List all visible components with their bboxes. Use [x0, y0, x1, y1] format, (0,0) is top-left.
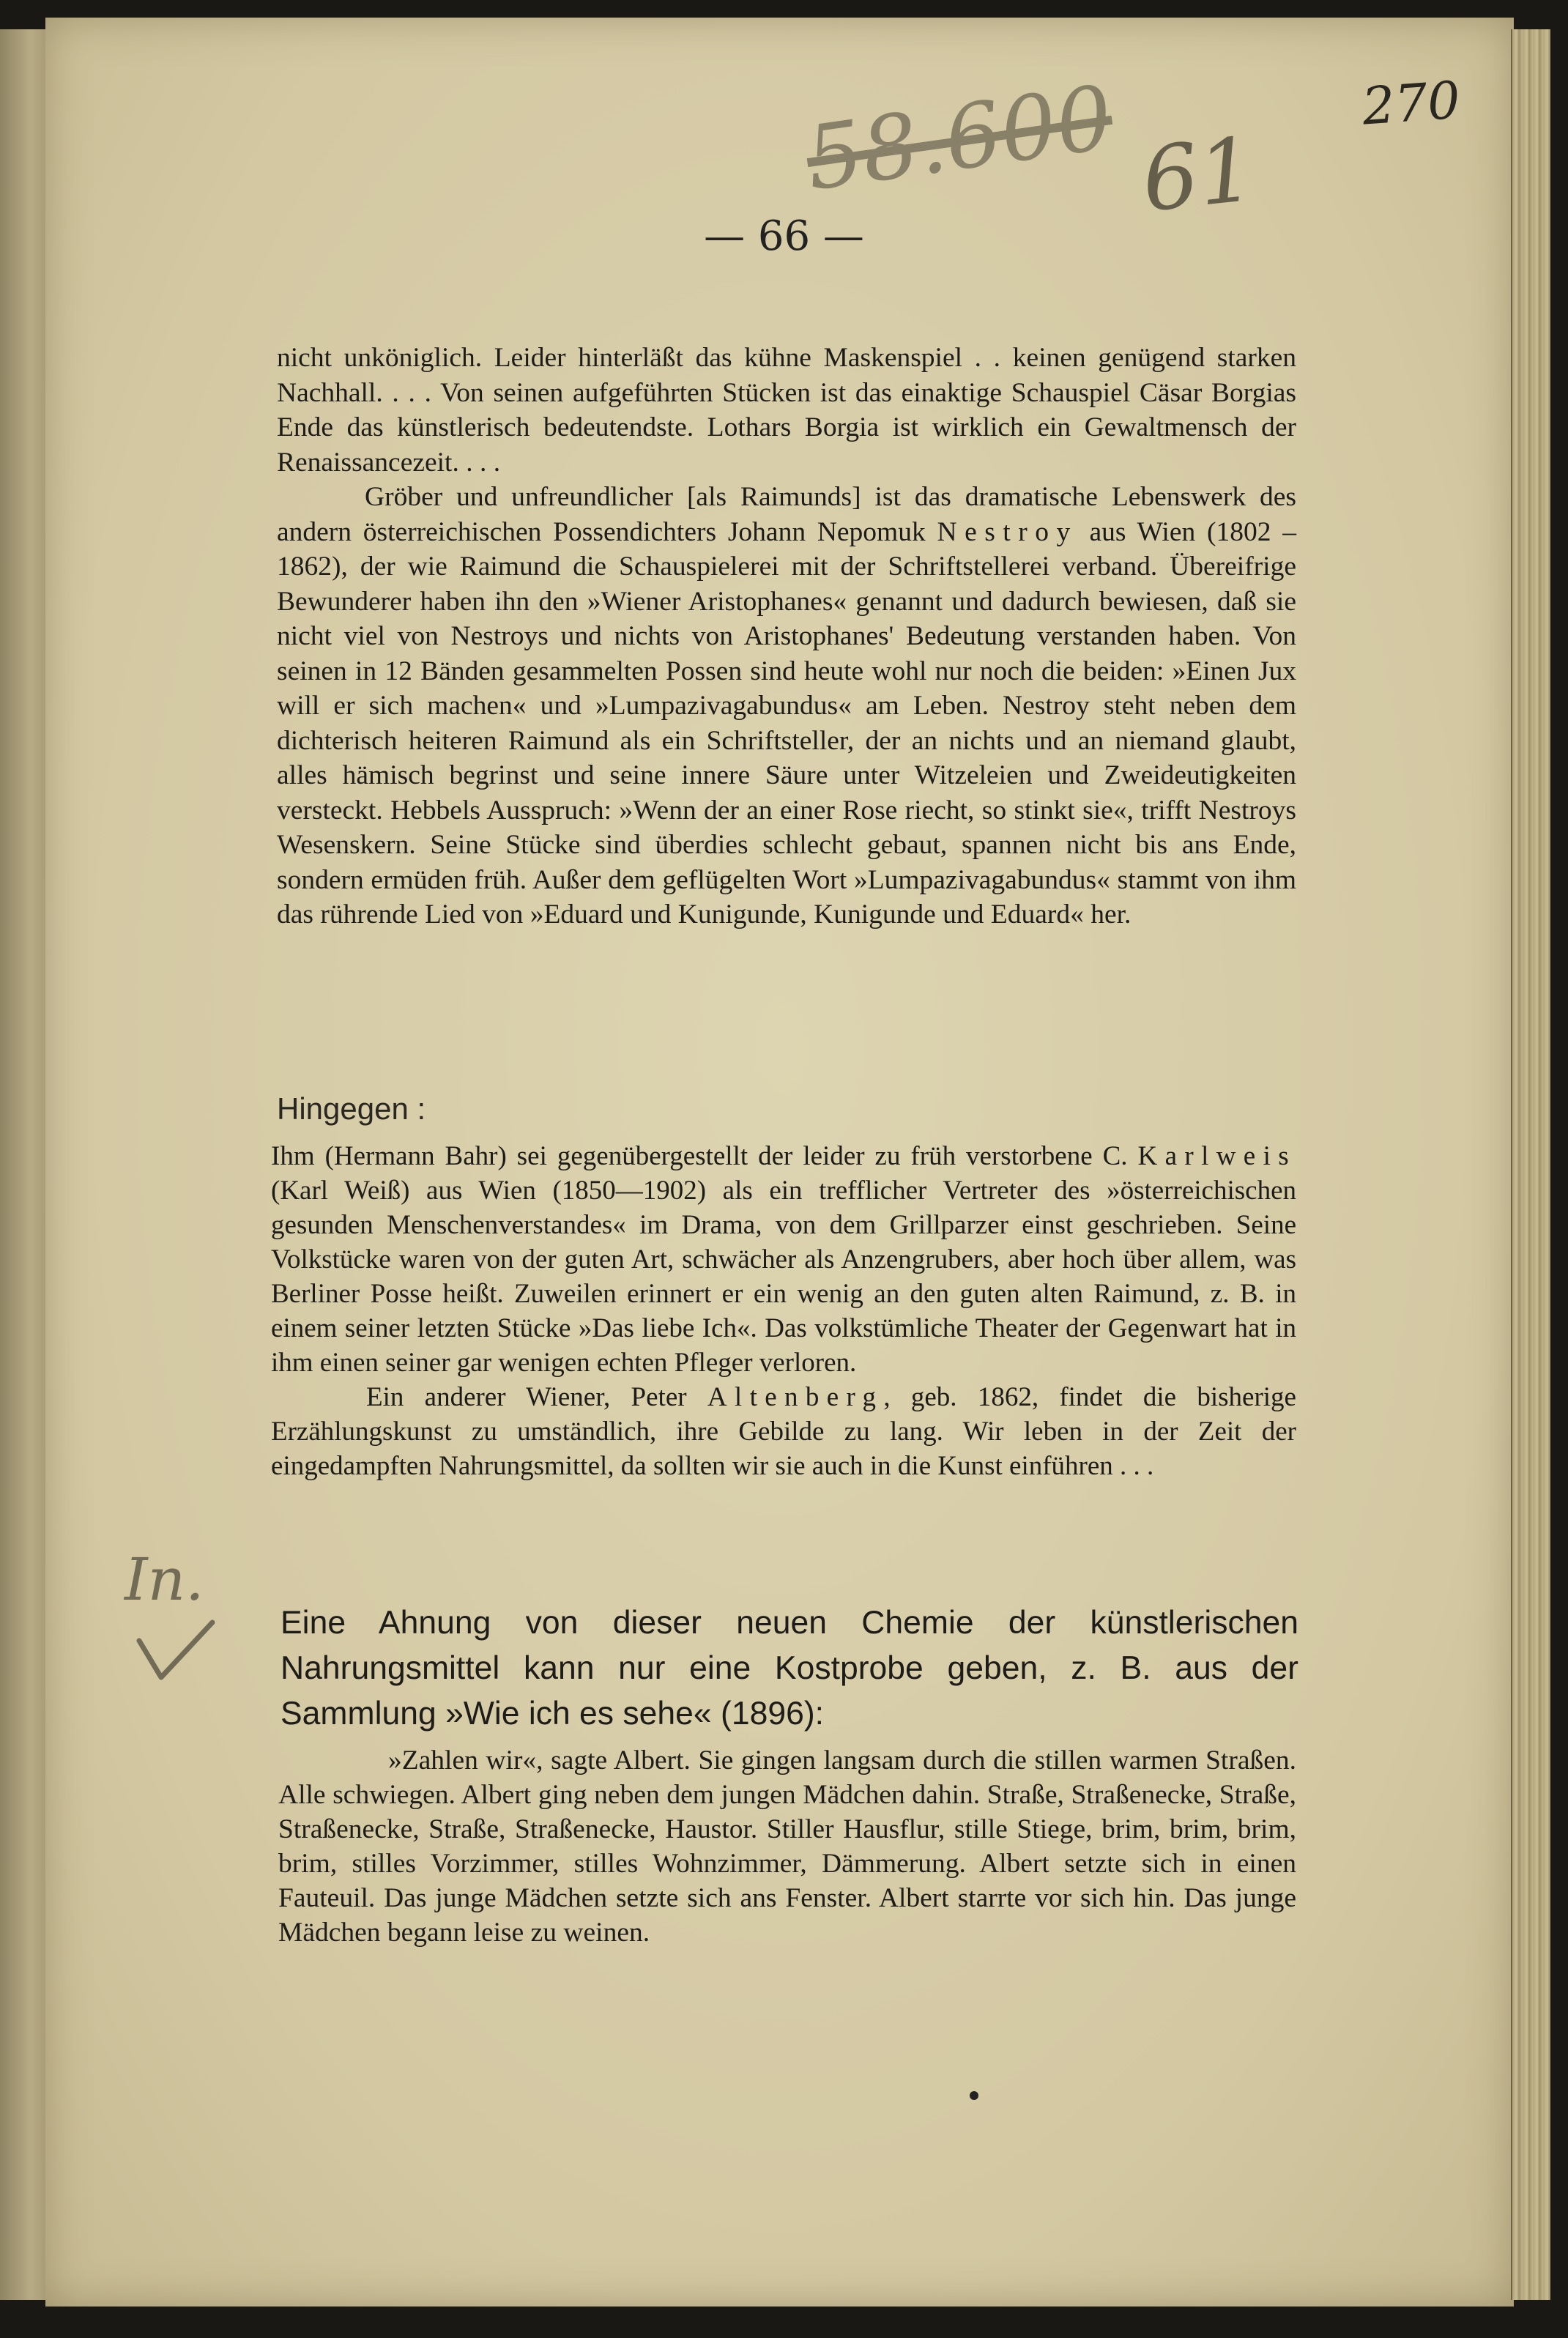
handwritten-crossed-number: 58.600	[800, 67, 1119, 211]
paragraph-karlweis	[271, 1139, 1296, 1483]
paragraph-ahnung: Eine Ahnung von dieser neuen Chemie der künstlerischen Nahrungsmittel kann nur eine Kostprobe geben, z. B. aus der Sammlung »Wie ich es sehe« (1896):	[280, 1605, 1298, 1732]
paragraph-altenberg	[271, 1380, 1296, 1483]
handwritten-corner-number: 270	[1360, 70, 1463, 137]
text-span: Ein anderer Wiener, Peter	[366, 1382, 707, 1412]
page-number: — 66 —	[704, 212, 864, 260]
checkmark-icon	[135, 1619, 216, 1685]
paragraph-borgia: nicht unköniglich. Leider hinterläßt das kühne Maskenspiel . . keinen genügend starken Nachhall. . . . Von seinen aufgeführten Stücken ist das einaktige Schauspiel Cäsar Borgias Ende das künstlerisch bedeutendste. Lothars Borgia ist wirklich ein Gewaltmensch der Renaissancezeit. . . .	[277, 343, 1296, 478]
quote-body: »Zahlen wir«, sagte Albert. Sie gingen langsam durch die stillen warmen Straßen. Alle schwiegen. Albert ging neben dem jungen Mädchen dahin. Straße, Straßenecke, Straße, Straßenecke, Straße, Straßenecke, Haustor. Stiller Hausflur, stille Stiege, brim, brim, brim, brim, stilles Vorzimmer, stilles Wohnzimmer, Dämmerung. Albert setzte sich in einen Fauteuil. Das junge Mädchen setzte sich ans Fenster. Albert starrte vor sich hin. Das junge Mädchen begann leise zu weinen.	[278, 1745, 1296, 1948]
text-span: Gröber und unfreundlicher [als Raimunds] ist das dramatische Lebenswerk des andern österreichischen Possendichters Johann Nepomuk	[277, 482, 1296, 547]
paragraph-nestroy-body	[277, 480, 1296, 932]
text-span: aus Wien (1802 – 1862), der wie Raimund die Schauspielerei mit der Schriftstellerei verband. Übereifrige Bewunderer haben ihn den »Wiener Aristophanes« genannt und dadurch bewiesen, daß sie nicht viel von Nestroys und nichts von Aristophanes' Bedeutung verstanden haben. Von seinen in 12 Bänden gesammelten Possen sind heute wohl nur noch die beiden: »Einen Jux will er sich machen« und »Lumpazivagabundus« am Leben. Nestroy steht neben dem dichterisch heiteren Raimund als ein Schriftsteller, der an nichts und an niemand glaubt, alles hämisch begrinst und seine innere Säure unter Witzeleien und Zweideutigkeiten versteckt. Hebbels Ausspruch: »Wenn der an einer Rose riecht, so stinkt sie«, trifft Nestroys Wesenskern. Seine Stücke sind überdies schlecht gebaut, spannen nicht bis ans Ende, sondern ermüden früh. Außer dem geflügelten Wort »Lumpazivagabundus« stammt von ihm das rührende Lied von »Eduard und Kunigunde, Kunigunde und Eduard« her.	[277, 516, 1296, 929]
section-heading: Hingegen :	[277, 1091, 426, 1126]
handwritten-number: 61	[1137, 119, 1260, 232]
spaced-name: Altenberg	[707, 1382, 884, 1412]
quote-paragraph	[278, 1743, 1296, 1950]
ink-dot	[970, 2091, 978, 2100]
paragraph-karlweis-body	[271, 1139, 1296, 1380]
text-span: (Karl Weiß) aus Wien (1850—1902) als ein trefflicher Vertreter des »österreichischen gesunden Menschenverstandes« im Drama, von dem Grillparzer einst geschrieben. Seine Volkstücke waren von der guten Art, schwächer als Anzengrubers, aber hoch über allem, was Berliner Posse heißt. Zuweilen erinnert er ein wenig an den guten alten Raimund, z. B. in einem seiner letzten Stücke »Das liebe Ich«. Das volkstümliche Theater der Gegenwart hat in ihm einen seiner gar wenigen echten Pfleger verloren.	[271, 1176, 1296, 1378]
text-span: Ihm (Hermann Bahr) sei gegenübergestellt der leider zu früh verstorbene C.	[271, 1141, 1138, 1171]
spaced-name: Nestroy	[937, 516, 1078, 547]
text-span: , geb. 1862, findet die bisherige Erzählungskunst zu umständlich, ihre Gebilde zu lang. Wir leben in der Zeit der eingedampften Nahrungsmittel, da sollten wir sie auch in die Kunst einführen . . .	[271, 1382, 1296, 1481]
paragraph-nestroy	[277, 341, 1296, 932]
spaced-name: Karlweis	[1137, 1141, 1296, 1171]
page-stack-edge	[1511, 29, 1550, 2300]
handwritten-margin-mark: In.	[125, 1545, 204, 1614]
